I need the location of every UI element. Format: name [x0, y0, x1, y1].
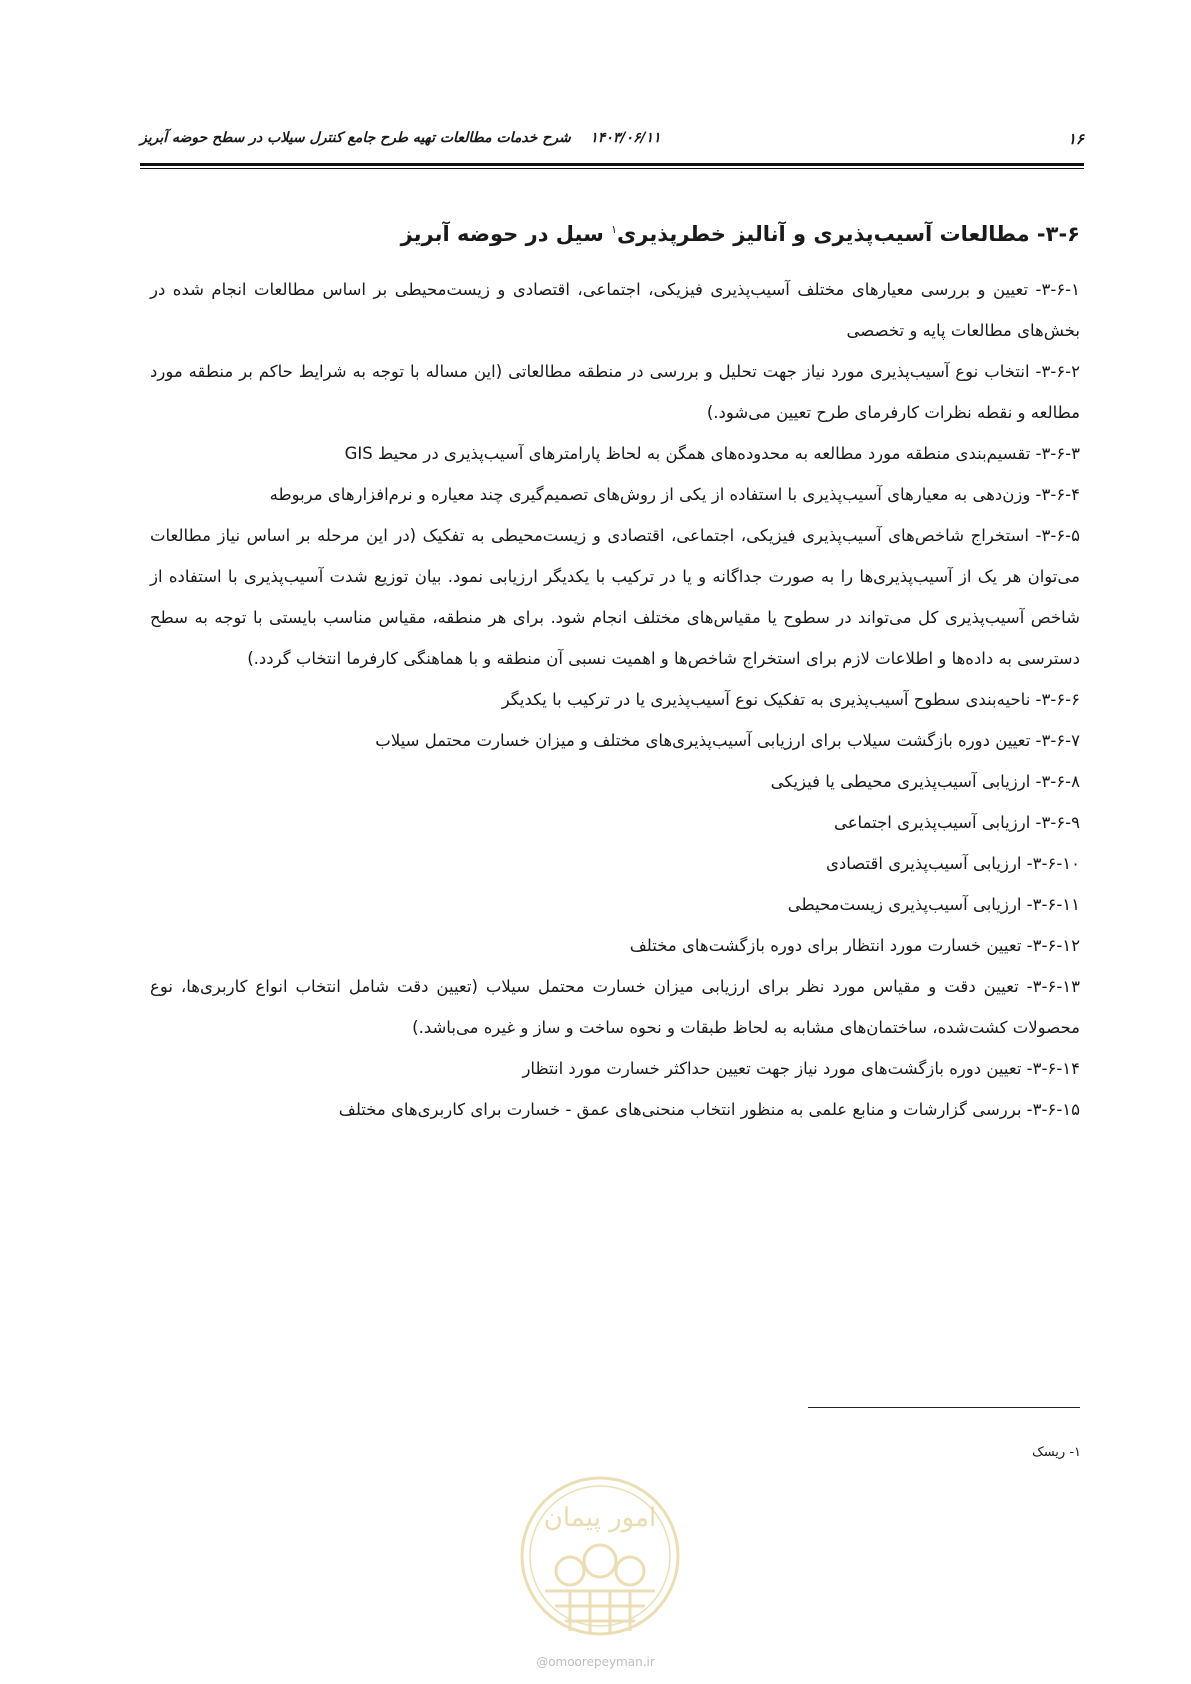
list-item: ۳-۶-۶- ناحیه‌بندی سطوح آسیب‌پذیری به تفکیک نوع آسیب‌پذیری یا در ترکیب با یکدیگر [501, 690, 1080, 709]
list-item: ۳-۶-۱۱- ارزیابی آسیب‌پذیری زیست‌محیطی [787, 895, 1080, 914]
header-date: ۱۴۰۳/۰۶/۱۱ [590, 130, 661, 146]
section-title-end: سیل در حوضه آبریز [400, 222, 612, 246]
stamp-text: امور پیمان [543, 1503, 657, 1533]
section-heading [150, 215, 1080, 249]
header-title-text: شرح خدمات مطالعات تهیه طرح جامع کنترل سیلاب در سطح حوضه آبریز [140, 130, 571, 146]
website: @omoorepeyman.ir [536, 1655, 655, 1669]
stamp-logo [515, 1461, 685, 1651]
footnote-ref: ۱ [611, 223, 618, 236]
list-item: ۳-۶-۱۲- تعیین خسارت مورد انتظار برای دوره بازگشت‌های مختلف [629, 936, 1080, 955]
page-header [140, 130, 1084, 156]
list-item: ۳-۶-۷- تعیین دوره بازگشت سیلاب برای ارزیابی آسیب‌پذیری‌های مختلف و میزان خسارت محتمل سیلاب [375, 731, 1080, 750]
list-item: ۳-۶-۴- وزن‌دهی به معیارهای آسیب‌پذیری با استفاده از یکی از روش‌های تصمیم‌گیری چند معیاره و نرم‌افزارهای مربوطه [269, 485, 1080, 504]
page-number: ۱۶ [1067, 130, 1084, 148]
list-item: ۳-۶-۱۰- ارزیابی آسیب‌پذیری اقتصادی [825, 854, 1080, 873]
list-item: ۳-۶-۵- استخراج شاخص‌های آسیب‌پذیری فیزیکی، اجتماعی، اقتصادی و زیست‌محیطی به تفکیک (در این مرحله بر اساس نیاز مطالعات می‌توان هر یک از آسیب‌پذیری‌ها را به صورت جداگانه و یا در ترکیب با یکدیگر ارزیابی نمود. بیان توزیع شدت آسیب‌پذیری با استفاده از شاخص آسیب‌پذیری کل می‌تواند در سطوح یا مقیاس‌های مختلف انجام شود. برای هر منطقه، مقیاس مناسب بایستی با توجه به سطح دسترسی به داده‌ها و اطلاعات لازم برای استخراج شاخص‌ها و اهمیت نسبی آن منطقه و با هماهنگی کارفرما انتخاب گردد.) [150, 526, 1080, 668]
list-item: ۳-۶-۹- ارزیابی آسیب‌پذیری اجتماعی [833, 813, 1080, 832]
list-item: ۳-۶-۲- انتخاب نوع آسیب‌پذیری مورد نیاز جهت تحلیل و بررسی در منطقه مطالعاتی (این مساله با توجه به شرایط حاکم بر منطقه مورد مطالعه و نقطه نظرات کارفرمای طرح تعیین می‌شود.) [150, 362, 1080, 422]
list-item: ۳-۶-۳- تقسیم‌بندی منطقه مورد مطالعه به محدوده‌های همگن به لحاظ پارامترهای آسیب‌پذیری در محیط GIS [344, 444, 1080, 463]
items-list [150, 269, 1080, 1130]
list-item: ۳-۶-۸- ارزیابی آسیب‌پذیری محیطی یا فیزیکی [770, 772, 1080, 791]
list-item: ۳-۶-۱۵- بررسی گزارشات و منابع علمی به منظور انتخاب منحنی‌های عمق - خسارت برای کاربری‌های مختلف [338, 1100, 1080, 1119]
footnote-rule [808, 1407, 1080, 1408]
list-item: ۳-۶-۱۳- تعیین دقت و مقیاس مورد نظر برای ارزیابی میزان خسارت محتمل سیلاب (تعیین دقت شامل انتخاب انواع کاربری‌ها، نوع محصولات کشت‌شده، ساختمان‌های مشابه به لحاظ طبقات و نحوه ساخت و ساز و غیره می‌باشد.) [150, 977, 1080, 1037]
page-content [150, 215, 1080, 1130]
list-item: ۳-۶-۱۴- تعیین دوره بازگشت‌های مورد نیاز جهت تعیین حداکثر خسارت مورد انتظار [522, 1059, 1080, 1078]
header-rule [140, 163, 1084, 169]
header-title [140, 130, 661, 146]
footnote: ۱- ریسک [1032, 1445, 1081, 1460]
section-title: ۳-۶- مطالعات آسیب‌پذیری و آنالیز خطرپذیری [617, 222, 1080, 246]
list-item: ۳-۶-۱- تعیین و بررسی معیارهای مختلف آسیب‌پذیری فیزیکی، اجتماعی، اقتصادی و زیست‌محیطی بر اساس مطالعات انجام شده در بخش‌های مطالعات پایه و تخصصی [150, 280, 1080, 340]
